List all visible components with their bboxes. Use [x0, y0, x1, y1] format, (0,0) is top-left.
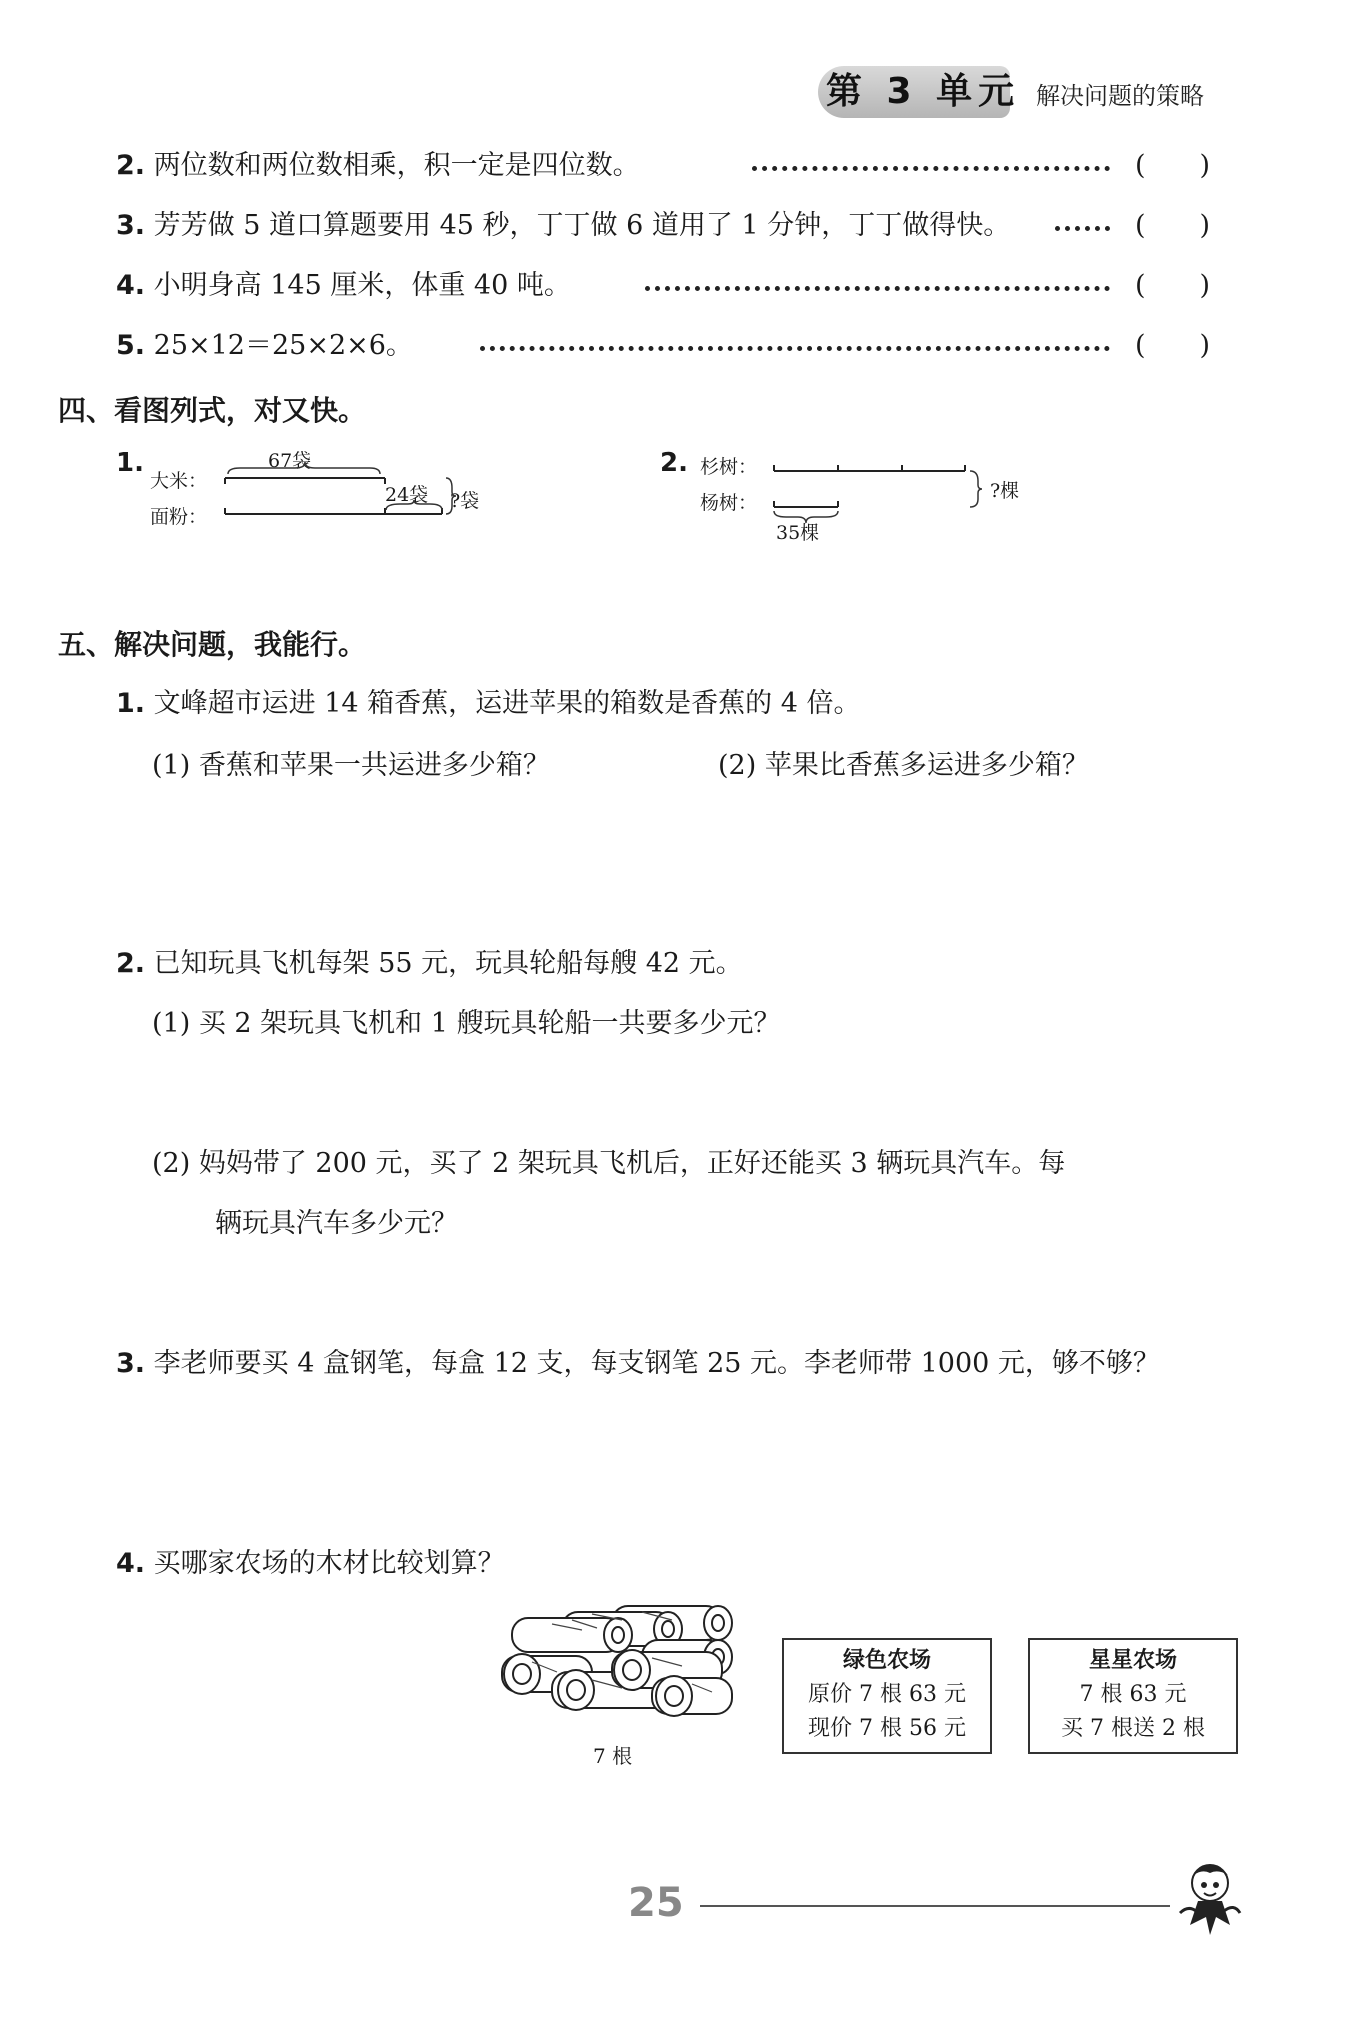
question-text: 文峰超市运进 14 箱香蕉，运进苹果的箱数是香蕉的 4 倍。: [153, 688, 861, 719]
question-number: 2.: [116, 948, 146, 979]
question-text: 两位数和两位数相乘，积一定是四位数。: [153, 150, 640, 181]
mascot-icon: [1170, 1855, 1250, 1945]
section-5-title: 五、解决问题，我能行。: [58, 628, 367, 661]
leader-dots: [480, 346, 1110, 351]
question-number: 1.: [116, 688, 146, 719]
answer-blank[interactable]: ( ): [1135, 330, 1211, 361]
problem-1: [116, 686, 861, 722]
farm-title: 绿色农场: [842, 1648, 931, 1673]
diagram-1-lines: [220, 456, 460, 536]
leader-dots: [1055, 226, 1110, 231]
farm-title: 星星农场: [1088, 1648, 1177, 1673]
farm-price-line: 7 根 63 元: [1079, 1682, 1187, 1707]
problem-4: [116, 1546, 505, 1582]
judge-item-3: [116, 208, 1010, 244]
diagram-2-number: 2.: [660, 448, 688, 478]
problem-2-sub-2-line-2: 辆玩具汽车多少元？: [215, 1208, 458, 1239]
question-number: 3.: [116, 1348, 146, 1379]
answer-blank[interactable]: ( ): [1135, 270, 1211, 301]
problem-1-sub-1: (1) 香蕉和苹果一共运进多少箱？: [152, 750, 550, 781]
judge-item-2: [116, 148, 640, 184]
question-number: 3.: [116, 210, 146, 241]
question-number: 4.: [116, 270, 146, 301]
unit-title: 第 3 单元: [826, 71, 1021, 112]
diagram-2-bottom-label: 35棵: [776, 522, 820, 544]
question-text: 小明身高 145 厘米，体重 40 吨。: [153, 270, 571, 301]
farm-price-line: 原价 7 根 63 元: [808, 1682, 966, 1707]
diagram-1-top-label: 67袋: [268, 450, 312, 472]
diagram-2-question: ?棵: [990, 480, 1020, 502]
answer-blank[interactable]: ( ): [1135, 150, 1211, 181]
wood-pile-icon: [492, 1592, 752, 1732]
judge-item-4: [116, 268, 571, 304]
answer-blank[interactable]: ( ): [1135, 210, 1211, 241]
problem-1-sub-2: (2) 苹果比香蕉多运进多少箱？: [718, 750, 1089, 781]
question-text: 已知玩具飞机每架 55 元，玩具轮船每艘 42 元。: [153, 948, 743, 979]
question-text: 李老师要买 4 盒钢笔，每盒 12 支，每支钢笔 25 元。李老师带 1000 元，够不够？: [153, 1348, 1160, 1379]
unit-subtitle: 解决问题的策略: [1036, 82, 1204, 110]
problem-2-sub-2-line-1: (2) 妈妈带了 200 元，买了 2 架玩具飞机后，正好还能买 3 辆玩具汽车。每: [152, 1148, 1066, 1179]
diagram-1-label-a: 大米：: [150, 470, 208, 492]
question-text: 25×12＝25×2×6。: [153, 330, 413, 361]
diagram-2-label-a: 杉树：: [700, 456, 758, 478]
diagram-1-question: ?袋: [450, 490, 480, 512]
farm-price-line: 现价 7 根 56 元: [808, 1716, 966, 1741]
wood-caption: 7 根: [593, 1744, 633, 1768]
question-text: 芳芳做 5 道口算题要用 45 秒，丁丁做 6 道用了 1 分钟，丁丁做得快。: [153, 210, 1011, 241]
farm-box-green: [782, 1638, 992, 1754]
problem-3: [116, 1346, 1160, 1382]
leader-dots: [645, 286, 1110, 291]
diagram-2-label-b: 杨树：: [700, 492, 758, 514]
problem-2: [116, 946, 743, 982]
footer-rule: [700, 1905, 1170, 1907]
farm-price-line: 买 7 根送 2 根: [1061, 1716, 1205, 1741]
diagram-2-lines: [770, 455, 995, 530]
question-text: 买哪家农场的木材比较划算？: [153, 1548, 505, 1579]
page-number: 25: [628, 1880, 684, 1926]
diagram-1-diff-label: 24袋: [385, 484, 429, 506]
leader-dots: [752, 166, 1110, 171]
question-number: 2.: [116, 150, 146, 181]
problem-2-sub-1: (1) 买 2 架玩具飞机和 1 艘玩具轮船一共要多少元？: [152, 1008, 781, 1039]
diagram-1-number: 1.: [116, 448, 144, 478]
question-number: 4.: [116, 1548, 146, 1579]
judge-item-5: [116, 328, 413, 364]
diagram-1-label-b: 面粉：: [150, 506, 208, 528]
section-4-title: 四、看图列式，对又快。: [58, 394, 367, 427]
farm-box-star: [1028, 1638, 1238, 1754]
question-number: 5.: [116, 330, 146, 361]
